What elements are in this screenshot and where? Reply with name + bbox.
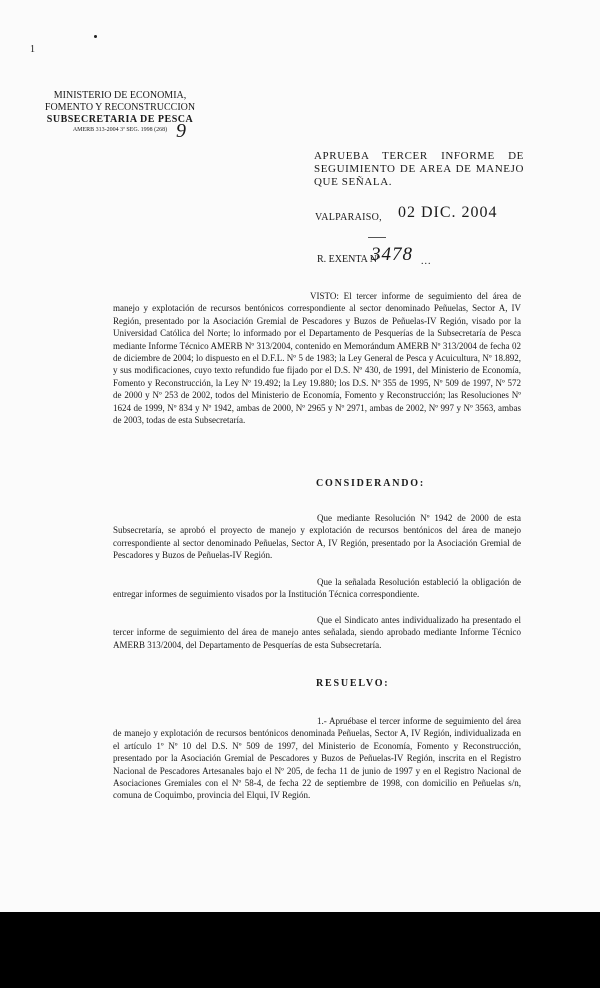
resolution-number: 3478 [371, 244, 413, 265]
ministry-line-2: FOMENTO Y RECONSTRUCCION [44, 102, 196, 113]
considerando-paragraph-2: Que la señalada Resolución estableció la obligación de entregar informes de seguimiento visados por la Institución Técnica correspondiente. [113, 577, 521, 600]
page-number: 1 [30, 44, 35, 55]
document-title: APRUEBA TERCER INFORME DE SEGUIMIENTO DE AREA DE MANEJO QUE SEÑALA. [314, 150, 524, 188]
ministry-line-1: MINISTERIO DE ECONOMIA, [53, 90, 187, 101]
date-underline [368, 237, 386, 238]
subsecretaria-heading: SUBSECRETARIA DE PESCA [46, 114, 194, 125]
scan-mark [94, 35, 97, 38]
handwritten-mark: 9 [176, 120, 186, 142]
visto-paragraph: VISTO: El tercer informe de seguimiento del área de manejo y explotación de recursos bentónicos correspondiente al sector denominado Peñuelas, Sector A, IV Región, presentado por la Asociación Gremial de Pescadores y Buzos de Peñuelas-IV Región, visado por la Universidad Católica del Norte; lo informado por el Departamento de Pesquerías de la Subsecretaría de Pesca mediante Informe Técnico AMERB Nº 313/2004, contenido en Memorándum AMERB Nº 313/2004 de fecha 02 de diciembre de 2004; lo dispuesto en el D.F.L. Nº 5 de 1983; la Ley General de Pesca y Acuicultura, Nº 18.892, y sus modificaciones, cuyo texto refundido fue fijado por el D.S. Nº 430, de 1991, del Ministerio de Economía, Fomento y Reconstrucción, la Ley Nº 19.492; la Ley 19.880; los D.S. Nº 355 de 1995, Nº 509 de 1997, Nº 572 de 2000 y Nº 253 de 2002, todos del Ministerio de Economía, Fomento y Reconstrucción; las Resoluciones Nº 1624 de 1999, Nº 834 y Nº 1942, ambas de 2000, Nº 2965 y Nº 2971, ambas de 2002, Nº 997 y Nº 3563, ambas de 2003, todas de esta Subsecretaría. [113, 291, 521, 426]
resolution-trailing: ... [421, 256, 432, 267]
resolution-label: R. EXENTA Nº [317, 254, 381, 265]
resuelvo-heading: RESUELVO: [316, 678, 390, 689]
considerando-paragraph-3: Que el Sindicato antes individualizado ha presentado el tercer informe de seguimiento del área de manejo antes señalada, siendo aprobado mediante Informe Técnico AMERB 313/2004, del Departamento de Pesquerías de esta Subsecretaría. [113, 615, 521, 650]
considerando-paragraph-1: Que mediante Resolución Nº 1942 de 2000 de esta Subsecretaría, se aprobó el proyecto de manejo y explotación de recursos bentónicos del área de manejo correspondiente al sector denominado Peñuelas, Sector A, IV Región, presentado por la Asociación Gremial de Pescadores y Buzos de Peñuelas-IV Región. [113, 513, 521, 561]
resuelvo-paragraph-1: 1.- Apruébase el tercer informe de seguimiento del área de manejo y explotación de recursos bentónicos denominada Peñuelas, Sector A, IV Región, individualizada en el artículo 1º Nº 10 del D.S. Nº 509 de 1997, del Ministerio de Economía, Fomento y Reconstrucción, presentado por la Asociación Gremial de Pescadores y Buzos de Peñuelas-IV Región, inscrita en el Registro Nacional de Pescadores Artesanales bajo el Nº 205, de fecha 11 de junio de 1997 y en el Registro Nacional de Asociaciones Gremiales con el Nº 58-4, de fecha 22 de septiembre de 1998, con domicilio en Peñuelas s/n, comuna de Coquimbo, provincia del Elqui, IV Región. [113, 716, 521, 801]
reference-code: AMERB 313-2004 3ª SEG. 1998 (268) [72, 127, 168, 133]
date-stamp: 02 DIC. 2004 [398, 204, 498, 221]
place-label: VALPARAISO, [315, 212, 382, 223]
considerando-heading: CONSIDERANDO: [316, 478, 425, 489]
